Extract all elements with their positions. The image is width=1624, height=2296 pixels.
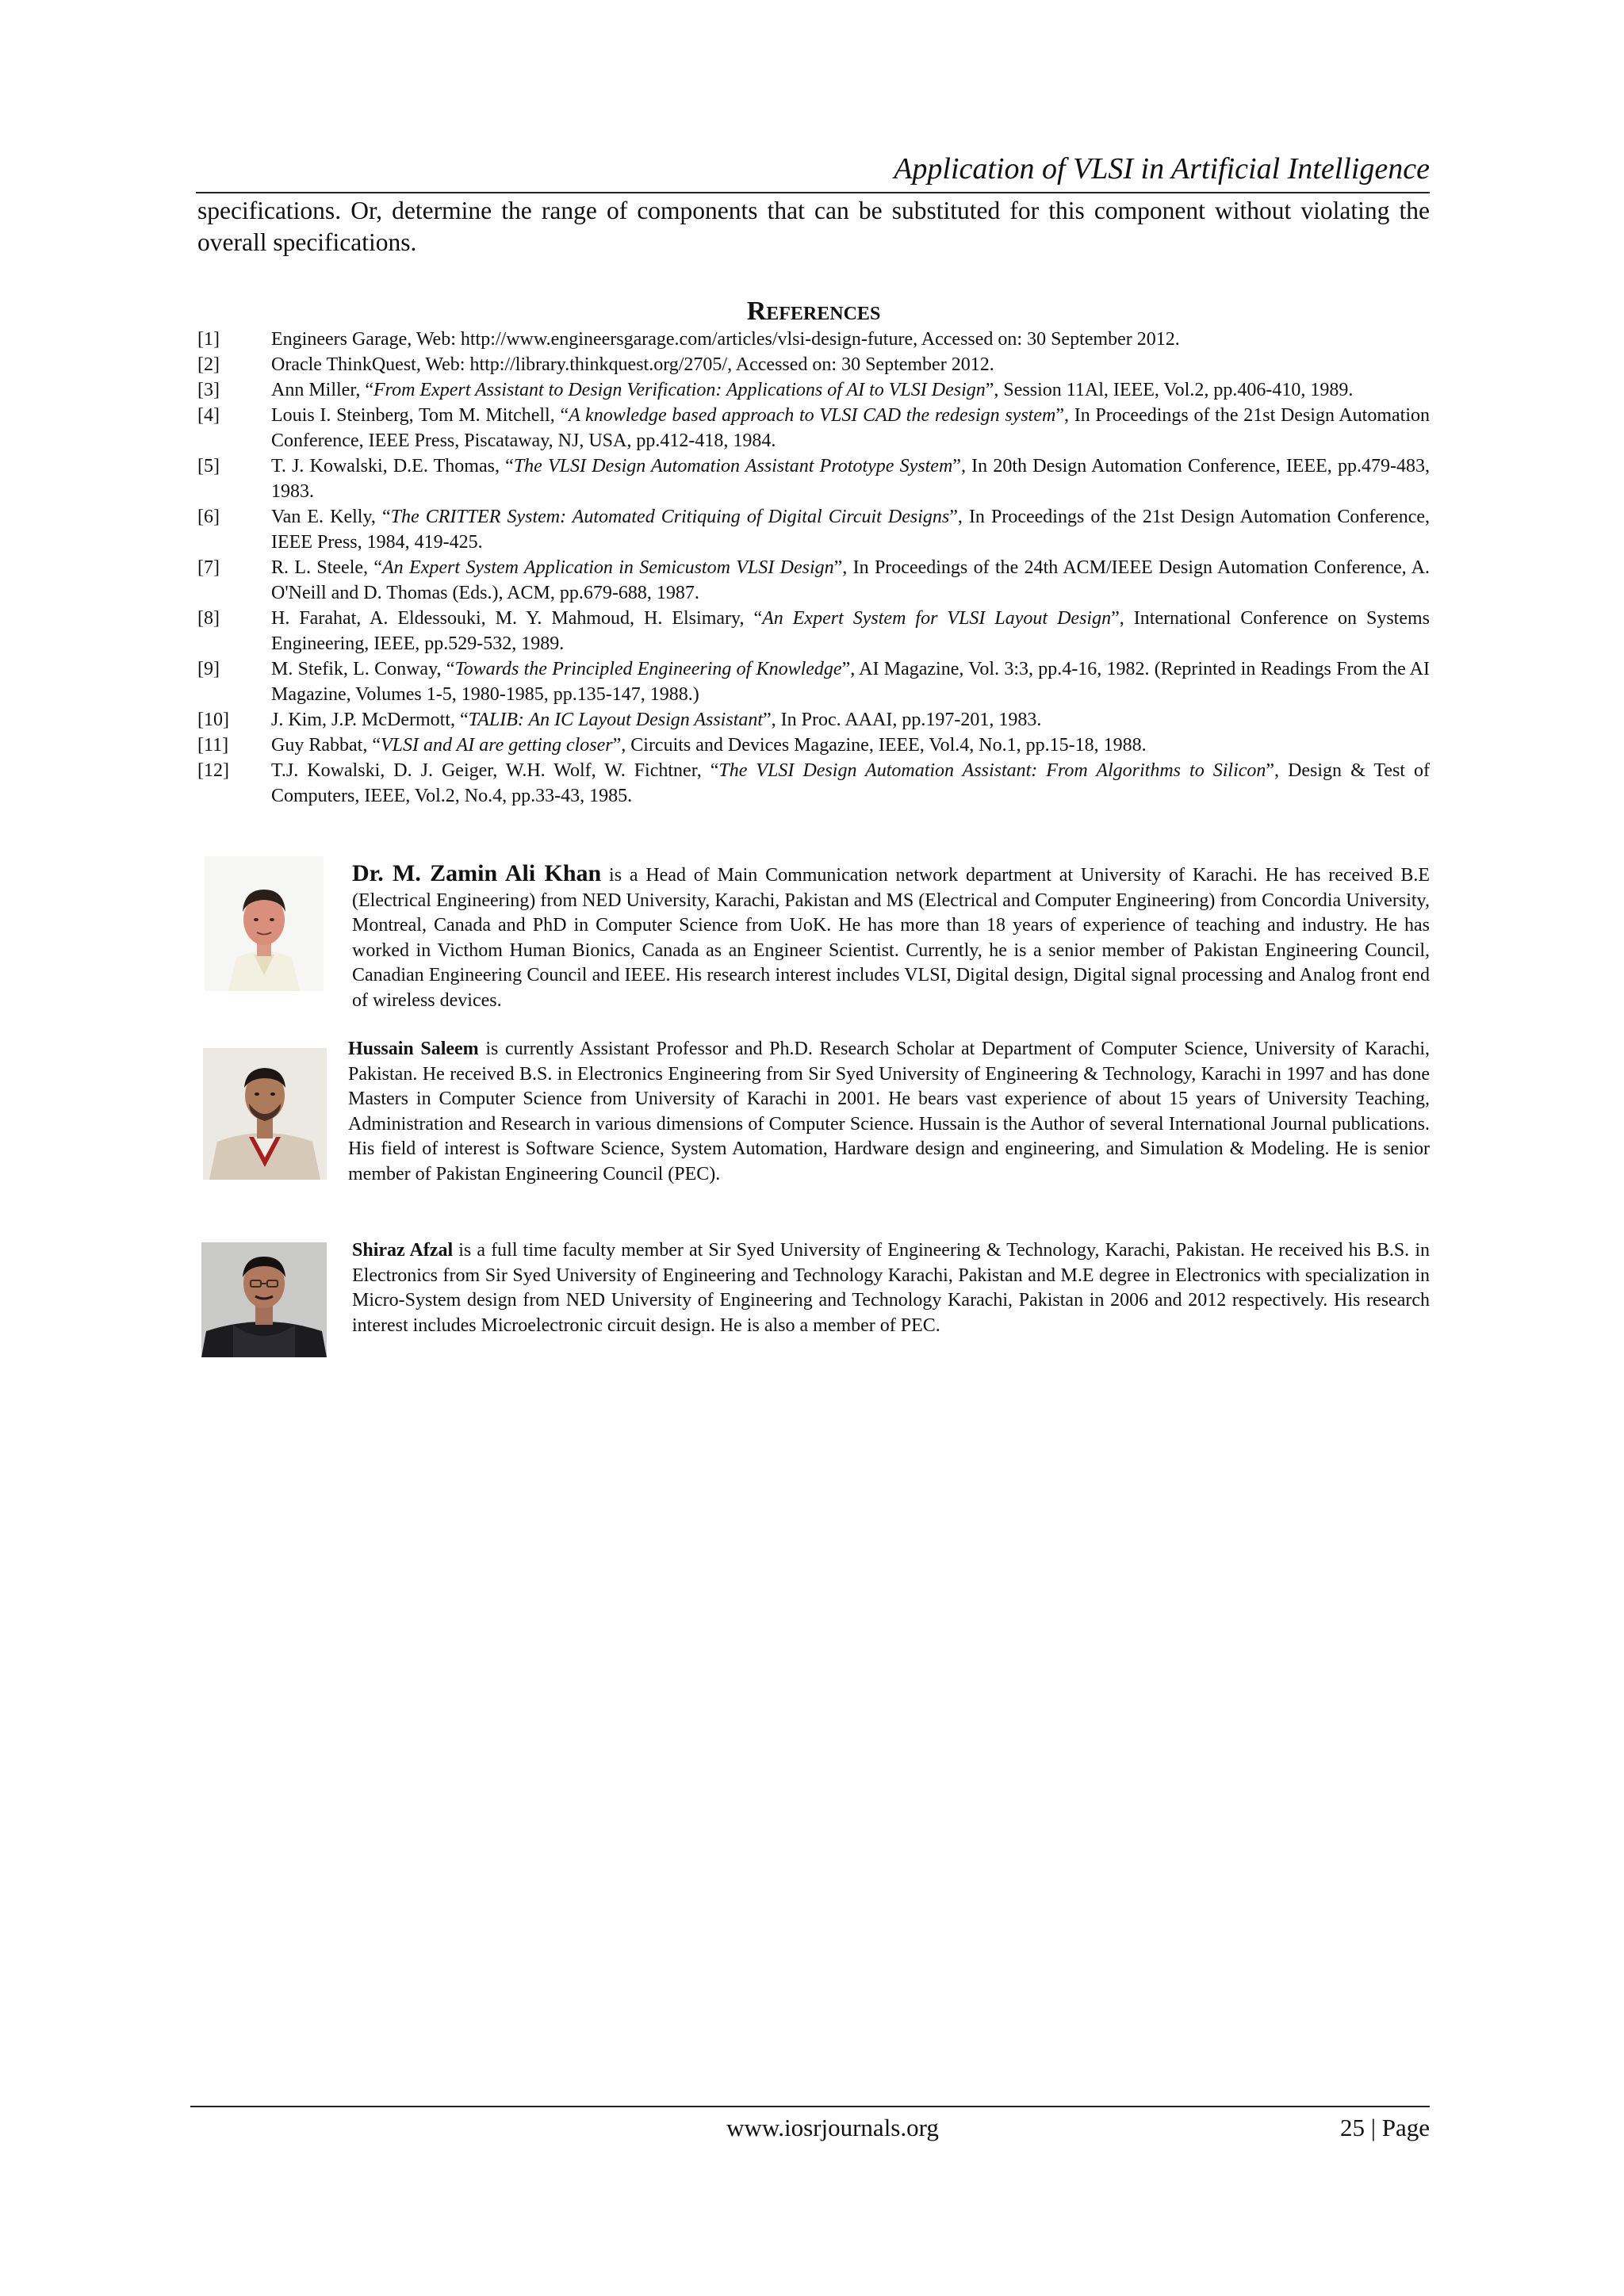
- references-heading: References: [746, 297, 881, 326]
- reference-number: [2]: [197, 354, 220, 375]
- photo-spacer: [197, 1037, 348, 1200]
- reference-item: [4] Louis I. Steinberg, Tom M. Mitchell, “A knowledge based approach to VLSI CAD the redesign system”, In Proceedings of the 21st Design Automation Conference, IEEE Press, Piscataway, NJ, USA, pp.412-418, 1984.: [197, 403, 1430, 453]
- author-bio-text: is currently Assistant Professor and Ph.D. Research Scholar at Department of Computer Science, University of Karachi, Pakistan. He received B.S. in Electronics Engineering from Sir Syed University of Engineering & Technology, Karachi in 1997 and has done Masters in Computer Science from University of Karachi in 2001. He bears vast experience of about 15 years of University Teaching, Administration and Research in various dimensions of Computer Science. Hussain is the Author of several International Journal publications. His field of interest is Software Science, System Automation, Hardware design and engineering, and Simulation & Modeling. He is senior member of Pakistan Engineering Council (PEC).: [348, 1039, 1430, 1184]
- reference-item: [12] T.J. Kowalski, D. J. Geiger, W.H. Wolf, W. Fichtner, “The VLSI Design Automation Assistant: From Algorithms to Silicon”, Design & Test of Computers, IEEE, Vol.2, No.4, pp.33-43, 1985.: [197, 758, 1430, 809]
- reference-number: [4]: [197, 405, 220, 426]
- running-header: Application of VLSI in Artificial Intelligence: [894, 152, 1430, 186]
- header-divider: [196, 192, 1430, 193]
- reference-item: [7] R. L. Steele, “An Expert System Application in Semicustom VLSI Design”, In Proceedings of the 24th ACM/IEEE Design Automation Conference, A. O'Neill and D. Thomas (Eds.), ACM, pp.679-688, 1987.: [197, 555, 1430, 606]
- author-photo-afzal: [201, 1242, 327, 1357]
- reference-number: [8]: [197, 608, 220, 629]
- author-photo-khan: [205, 856, 324, 991]
- reference-item: [10] J. Kim, J.P. McDermott, “TALIB: An IC Layout Design Assistant”, In Proc. AAAI, pp.197-201, 1983.: [197, 707, 1430, 733]
- reference-item: [6] Van E. Kelly, “The CRITTER System: Automated Critiquing of Digital Circuit Designs”, In Proceedings of the 21st Design Automation Conference, IEEE Press, 1984, 419-425.: [197, 504, 1430, 555]
- reference-number: [7]: [197, 557, 220, 578]
- reference-item: [9] M. Stefik, L. Conway, “Towards the Principled Engineering of Knowledge”, AI Magazine, Vol. 3:3, pp.4-16, 1982. (Reprinted in Readings From the AI Magazine, Volumes 1-5, 1980-1985, pp.135-147, 1988.): [197, 656, 1430, 707]
- reference-item: [11] Guy Rabbat, “VLSI and AI are getting closer”, Circuits and Devices Magazine, IEEE, Vol.4, No.1, pp.15-18, 1988.: [197, 733, 1430, 758]
- author-name: Dr. M. Zamin Ali Khan: [352, 860, 602, 886]
- reference-number: [12]: [197, 760, 229, 781]
- reference-number: [11]: [197, 735, 229, 756]
- author-bio-saleem: [197, 1037, 1430, 1200]
- reference-number: [1]: [197, 329, 220, 350]
- reference-number: [5]: [197, 456, 220, 476]
- references-list: [197, 327, 1430, 809]
- page-number: 25 | Page: [1340, 2114, 1430, 2141]
- reference-number: [10]: [197, 710, 229, 730]
- author-bio-text: is a Head of Main Communication network department at University of Karachi. He has received B.E (Electrical Engineering) from NED University, Karachi, Pakistan and MS (Electrical and Computer Engineering) from Concordia University, Montreal, Canada and PhD in Computer Science from UoK. He has more than 18 years of experience of teaching and industry. He has worked in Victhom Human Bionics, Canada as an Engineer Scientist. Currently, he is a senior member of Pakistan Engineering Council, Canadian Engineering Council and IEEE. His research interest includes VLSI, Digital design, Digital signal processing and Analog front end of wireless devices.: [352, 865, 1430, 1011]
- portrait-image: [201, 1242, 327, 1357]
- reference-number: [3]: [197, 380, 220, 400]
- reference-number: [6]: [197, 507, 220, 527]
- footer-url: www.iosrjournals.org: [726, 2114, 939, 2141]
- author-bio-afzal: [352, 1238, 1430, 1338]
- intro-paragraph: specifications. Or, determine the range of components that can be substituted for this component without violating the overall specifications.: [197, 197, 1430, 256]
- reference-item: [1] Engineers Garage, Web: http://www.engineersgarage.com/articles/vlsi-design-future, Accessed on: 30 September 2012.: [197, 327, 1430, 352]
- footer-divider: [190, 2106, 1430, 2107]
- reference-item: [5] T. J. Kowalski, D.E. Thomas, “The VLSI Design Automation Assistant Prototype System”, In 20th Design Automation Conference, IEEE, pp.479-483, 1983.: [197, 453, 1430, 504]
- author-bio-khan: [352, 861, 1430, 1014]
- reference-item: [3] Ann Miller, “From Expert Assistant to Design Verification: Applications of AI to VLSI Design”, Session 11Al, IEEE, Vol.2, pp.406-410, 1989.: [197, 377, 1430, 403]
- reference-item: [8] H. Farahat, A. Eldessouki, M. Y. Mahmoud, H. Elsimary, “An Expert System for VLSI Layout Design”, International Conference on Systems Engineering, IEEE, pp.529-532, 1989.: [197, 606, 1430, 656]
- portrait-image: [205, 856, 324, 991]
- author-bio-text: is a full time faculty member at Sir Syed University of Engineering & Technology, Karachi, Pakistan. He received his B.S. in Electronics from Sir Syed University of Engineering and Technology Karachi, Pakistan and M.E degree in Electronics with specialization in Micro-System design from NED University of Engineering and Technology Karachi, Pakistan in 2006 and 2012 respectively. His research interest includes Microelectronic circuit design. He is also a member of PEC.: [352, 1240, 1430, 1336]
- author-name: Hussain Saleem: [348, 1039, 479, 1059]
- reference-number: [9]: [197, 659, 220, 679]
- author-name: Shiraz Afzal: [352, 1240, 454, 1261]
- reference-item: [2] Oracle ThinkQuest, Web: http://library.thinkquest.org/2705/, Accessed on: 30 September 2012.: [197, 352, 1430, 377]
